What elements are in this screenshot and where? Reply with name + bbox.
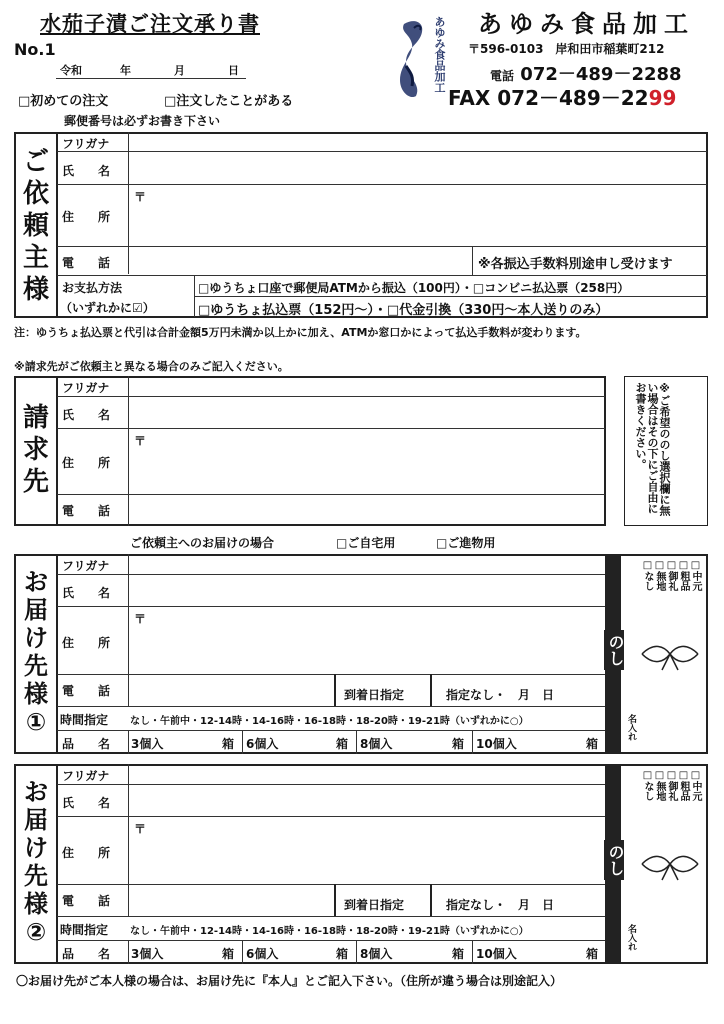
payment-option-row2[interactable]: □ゆうちょ払込票（152円～）・□代金引換（330円～本人送りのみ） <box>198 303 609 318</box>
date-underline <box>56 78 246 79</box>
billing-phone-input[interactable] <box>130 496 604 524</box>
requester-address-label: 住 所 <box>62 210 111 224</box>
d2-noshi-opt-3[interactable]: □御礼 <box>666 770 677 801</box>
requester-name-input[interactable] <box>130 153 706 183</box>
d2-noshi-opt-5[interactable]: □なし <box>642 770 653 801</box>
d2-name-in-label: 名入れ <box>626 924 636 951</box>
d2-phone-input[interactable] <box>130 886 332 915</box>
d2-arrival-label: 到着日指定 <box>344 898 405 912</box>
company-address: 〒596-0103 岸和田市稲葉町212 <box>468 42 665 56</box>
billing-postal-mark: 〒 <box>134 434 147 448</box>
form-title: 水茄子漬ご注文承り書 <box>40 12 260 36</box>
d2-noshi-opt-1[interactable]: □中元 <box>690 770 701 801</box>
billing-name-input[interactable] <box>130 398 604 427</box>
d2-item-8: 8個入 <box>360 947 393 961</box>
date-year: 年 <box>120 64 131 77</box>
d1-item-6: 6個入 <box>246 737 279 751</box>
d2-address-label: 住 所 <box>62 846 111 860</box>
d2-item-3: 3個入 <box>131 947 164 961</box>
d2-furigana-label: フリガナ <box>62 769 110 783</box>
d1-time-options[interactable]: なし・午前中・12-14時・14-16時・16-18時・18-20時・19-21時（いずれかに○） <box>130 716 529 727</box>
d1-noshi-opt-1[interactable]: □中元 <box>690 560 701 591</box>
fax-number-red: 99 <box>648 86 677 110</box>
d1-noshi-label: のし <box>604 630 624 670</box>
d1-box-3: 箱 <box>222 737 235 751</box>
company-name: あゆみ食品加工 <box>478 10 695 38</box>
d2-time-options[interactable]: なし・午前中・12-14時・14-16時・16-18時・18-20時・19-21時（いずれかに○） <box>130 926 529 937</box>
d1-box-10: 箱 <box>586 737 599 751</box>
requester-phone-input[interactable] <box>130 248 470 274</box>
d1-item-label: 品 名 <box>62 737 111 751</box>
d2-item-6: 6個入 <box>246 947 279 961</box>
d2-box-3: 箱 <box>222 947 235 961</box>
home-use-checkbox[interactable]: □ご自宅用 <box>336 536 396 550</box>
billing-address-label: 住 所 <box>62 456 111 470</box>
delivery-option-label: ご依頼主へのお届けの場合 <box>130 536 275 550</box>
d1-item-8: 8個入 <box>360 737 393 751</box>
gift-use-checkbox[interactable]: □ご進物用 <box>436 536 496 550</box>
footer-note: 〇お届け先がご本人様の場合は、お届け先に『本人』とご記入下さい。（住所が違う場合は別途記入） <box>16 974 563 988</box>
d1-address-input[interactable] <box>130 608 604 673</box>
billing-phone-label: 電 話 <box>62 504 111 518</box>
billing-name-label: 氏 名 <box>62 408 111 422</box>
requester-address-input[interactable] <box>130 186 706 245</box>
d2-name-label: 氏 名 <box>62 796 111 810</box>
d2-phone-label: 電 話 <box>62 894 111 908</box>
fax-number: 072－489－22 <box>497 86 649 110</box>
d2-noshi-ribbon-icon <box>640 846 700 882</box>
d1-time-label: 時間指定 <box>60 713 109 727</box>
fee-note: ※各振込手数料別途申し受けます <box>478 257 673 272</box>
billing-furigana-label: フリガナ <box>62 381 110 395</box>
d2-box-6: 箱 <box>336 947 349 961</box>
d1-noshi-opt-4[interactable]: □無地 <box>654 560 665 591</box>
d1-noshi-opt-3[interactable]: □御礼 <box>666 560 677 591</box>
payment-option-row1[interactable]: □ゆうちょ口座で郵便局ATMから振込（100円）・□コンビニ払込票（258円） <box>198 281 630 295</box>
d2-item-label: 品 名 <box>62 947 111 961</box>
d2-box-10: 箱 <box>586 947 599 961</box>
billing-note: ※請求先がご依頼主と異なる場合のみご記入ください。 <box>14 360 289 373</box>
date-era: 令和 <box>60 64 82 77</box>
d1-noshi-opt-5[interactable]: □なし <box>642 560 653 591</box>
d1-furigana-label: フリガナ <box>62 559 110 573</box>
d1-arrival-label: 到着日指定 <box>344 688 405 702</box>
form-number: No.1 <box>14 40 56 59</box>
noshi-hint-text: ※ご希望ののし選択欄に無い場合はその下にご自由にお書きください。 <box>634 382 671 516</box>
tel-number: 072－489－2288 <box>520 64 682 85</box>
d2-noshi-opt-2[interactable]: □粗品 <box>678 770 689 801</box>
d1-postal-mark: 〒 <box>134 612 147 626</box>
d2-time-label: 時間指定 <box>60 923 109 937</box>
d2-postal-mark: 〒 <box>134 822 147 836</box>
fax-label: FAX <box>448 86 491 110</box>
date-month: 月 <box>174 64 185 77</box>
d1-name-label: 氏 名 <box>62 586 111 600</box>
date-day: 日 <box>228 64 239 77</box>
requester-postal-mark: 〒 <box>134 190 147 204</box>
d2-noshi-label: のし <box>604 840 624 880</box>
fee-footnote: 注：ゆうちょ払込票と代引は合計金額5万円未満か以上かに加え、ATMか窓口かによって払込手数料が変わります。 <box>14 326 587 339</box>
d1-box-8: 箱 <box>452 737 465 751</box>
first-order-checkbox[interactable]: □初めての注文 <box>18 94 109 109</box>
requester-phone-label: 電 話 <box>62 256 111 270</box>
d1-item-10: 10個入 <box>476 737 517 751</box>
d1-item-3: 3個入 <box>131 737 164 751</box>
d1-address-label: 住 所 <box>62 636 111 650</box>
d2-address-input[interactable] <box>130 818 604 883</box>
d1-phone-input[interactable] <box>130 676 332 705</box>
payment-label: お支払方法 <box>62 281 123 295</box>
d2-name-input[interactable] <box>130 786 604 815</box>
payment-hint: （いずれかに☑） <box>60 301 155 315</box>
d1-phone-label: 電 話 <box>62 684 111 698</box>
company-fax <box>448 82 676 111</box>
d1-name-in-label: 名入れ <box>626 714 636 741</box>
d2-noshi-opt-4[interactable]: □無地 <box>654 770 665 801</box>
d2-item-10: 10個入 <box>476 947 517 961</box>
requester-furigana-label: フリガナ <box>62 137 110 151</box>
billing-address-input[interactable] <box>130 430 604 493</box>
repeat-order-checkbox[interactable]: □注文したことがある <box>164 94 294 109</box>
d1-noshi-ribbon-icon <box>640 636 700 672</box>
d1-noshi-opt-2[interactable]: □粗品 <box>678 560 689 591</box>
logo-text: あゆみ食品加工 <box>433 16 446 93</box>
d2-box-8: 箱 <box>452 947 465 961</box>
requester-name-label: 氏 名 <box>62 164 111 178</box>
d2-arrival-value[interactable]: 指定なし・ 月 日 <box>446 898 555 912</box>
d1-box-6: 箱 <box>336 737 349 751</box>
postal-note: 郵便番号は必ずお書き下さい <box>64 114 221 128</box>
d1-arrival-value[interactable]: 指定なし・ 月 日 <box>446 688 555 702</box>
d1-name-input[interactable] <box>130 576 604 605</box>
tel-label: 電話 <box>490 69 515 83</box>
